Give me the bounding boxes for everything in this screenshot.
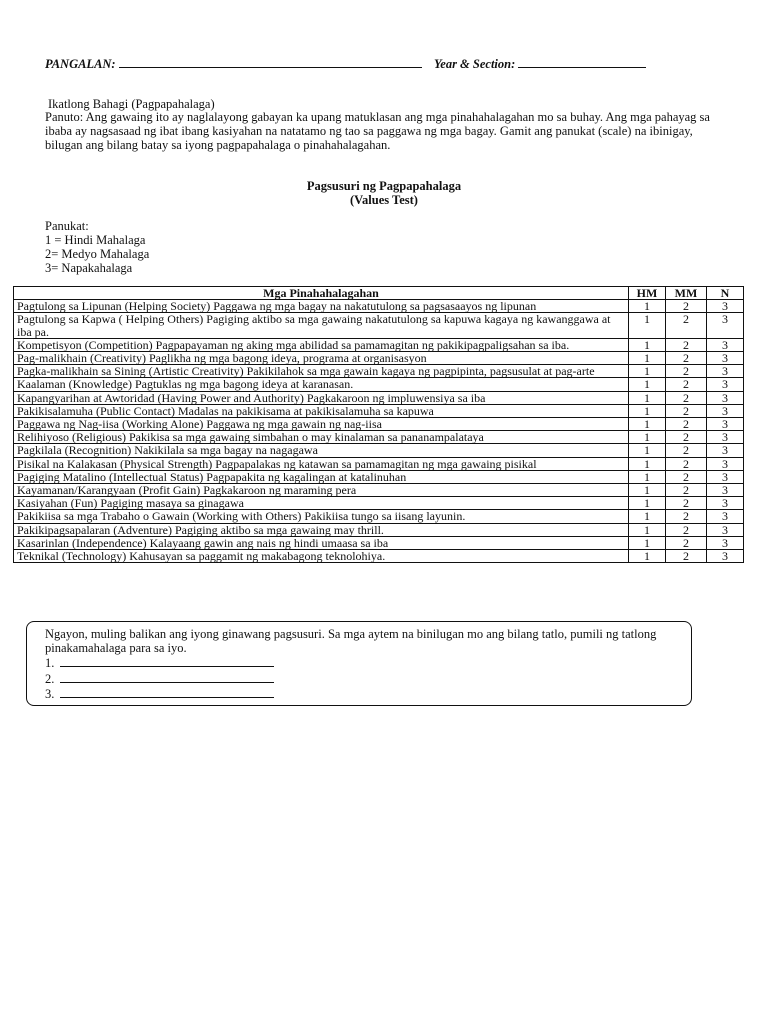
rating-option[interactable]: 2 xyxy=(666,313,707,338)
scale-item: 3= Napakahalaga xyxy=(45,261,133,275)
value-description: Pagka-malikhain sa Sining (Artistic Creativity) Pakikilahok sa mga gawain kagaya ng pagpipinta, pagsusulat at pag-arte xyxy=(14,365,629,378)
rating-option[interactable]: 2 xyxy=(666,497,707,510)
table-row xyxy=(14,313,744,338)
rating-option[interactable]: 1 xyxy=(629,457,666,470)
rating-option[interactable]: 3 xyxy=(707,536,744,549)
answer-blank[interactable] xyxy=(60,671,274,683)
rating-option[interactable]: 1 xyxy=(629,378,666,391)
table-row xyxy=(14,484,744,497)
rating-option[interactable]: 3 xyxy=(707,404,744,417)
answer-line[interactable] xyxy=(45,655,681,671)
value-description: Teknikal (Technology) Kahusayan sa paggamit ng makabagong teknolohiya. xyxy=(14,550,629,563)
table-row xyxy=(14,352,744,365)
part-title: Ikatlong Bahagi (Pagpapahalaga) xyxy=(48,97,215,111)
answer-line[interactable] xyxy=(45,671,681,687)
rating-option[interactable]: 1 xyxy=(629,365,666,378)
rating-option[interactable]: 2 xyxy=(666,391,707,404)
rating-option[interactable]: 3 xyxy=(707,431,744,444)
table-row xyxy=(14,444,744,457)
rating-option[interactable]: 1 xyxy=(629,523,666,536)
table-row xyxy=(14,510,744,523)
answer-line[interactable] xyxy=(45,686,681,702)
value-description: Relihiyoso (Religious) Pakikisa sa mga gawaing simbahan o may kinalaman sa pananampalataya xyxy=(14,431,629,444)
table-row xyxy=(14,523,744,536)
value-description: Kaalaman (Knowledge) Pagtuklas ng mga bagong ideya at karanasan. xyxy=(14,378,629,391)
rating-option[interactable]: 2 xyxy=(666,418,707,431)
rating-option[interactable]: 2 xyxy=(666,352,707,365)
table-row xyxy=(14,365,744,378)
rating-option[interactable]: 3 xyxy=(707,510,744,523)
rating-option[interactable]: 2 xyxy=(666,510,707,523)
rating-option[interactable]: 3 xyxy=(707,484,744,497)
rating-option[interactable]: 1 xyxy=(629,444,666,457)
value-description: Kapangyarihan at Awtoridad (Having Power and Authority) Pagkakaroon ng impluwensiya sa iba xyxy=(14,391,629,404)
header-line xyxy=(45,55,646,72)
rating-option[interactable]: 1 xyxy=(629,510,666,523)
rating-option[interactable]: 1 xyxy=(629,391,666,404)
test-subtitle: (Values Test) xyxy=(350,193,418,207)
rating-option[interactable]: 1 xyxy=(629,404,666,417)
table-row xyxy=(14,391,744,404)
rating-option[interactable]: 3 xyxy=(707,300,744,313)
rating-option[interactable]: 1 xyxy=(629,352,666,365)
column-header: Mga Pinahahalagahan xyxy=(14,287,629,300)
rating-option[interactable]: 2 xyxy=(666,300,707,313)
rating-option[interactable]: 1 xyxy=(629,313,666,338)
name-label: PANGALAN: xyxy=(45,57,116,71)
rating-option[interactable]: 3 xyxy=(707,352,744,365)
value-description: Pakikipagsapalaran (Adventure) Pagiging aktibo sa mga gawaing may thrill. xyxy=(14,523,629,536)
answer-number: 1. xyxy=(45,656,55,670)
reflection-box xyxy=(26,621,692,706)
instructions: Panuto: Ang gawaing ito ay naglalayong gabayan ka upang matuklasan ang mga pinahahalagahan mo sa buhay. Ang mga pahayag sa ibaba ay nagsasaad ng ibat ibang kasiyahan na natatamo ng tao sa paggawa ng mga bagay. Gamit ang panukat (scale) na ibinigay, bilugan ang bilang batay sa iyong pagpapahalaga o pinahahalagahan. xyxy=(45,110,710,152)
rating-option[interactable]: 1 xyxy=(629,431,666,444)
rating-option[interactable]: 1 xyxy=(629,338,666,351)
rating-option[interactable]: 2 xyxy=(666,457,707,470)
rating-option[interactable]: 2 xyxy=(666,404,707,417)
section-label: Year & Section: xyxy=(434,57,516,71)
rating-option[interactable]: 2 xyxy=(666,431,707,444)
table-row xyxy=(14,300,744,313)
scale-item: 1 = Hindi Mahalaga xyxy=(45,233,146,247)
value-description: Pagtulong sa Lipunan (Helping Society) Paggawa ng mga bagay na nakatutulong sa pagsasaayos ng lipunan xyxy=(14,300,629,313)
value-description: Pakikisalamuha (Public Contact) Madalas na pakikisama at pakikisalamuha sa kapuwa xyxy=(14,404,629,417)
table-row xyxy=(14,457,744,470)
rating-option[interactable]: 2 xyxy=(666,550,707,563)
rating-option[interactable]: 2 xyxy=(666,470,707,483)
value-description: Kasiyahan (Fun) Pagiging masaya sa ginagawa xyxy=(14,497,629,510)
value-description: Kompetisyon (Competition) Pagpapayaman ng aking mga abilidad sa pamamagitan ng pakikipagpaligsahan sa iba. xyxy=(14,338,629,351)
value-description: Paggawa ng Nag-iisa (Working Alone) Paggawa ng mga gawain ng nag-iisa xyxy=(14,418,629,431)
rating-option[interactable]: 2 xyxy=(666,444,707,457)
value-description: Pagtulong sa Kapwa ( Helping Others) Pagiging aktibo sa mga gawaing nakatutulong sa kapuwa kagaya ng kawanggawa at iba pa. xyxy=(14,313,629,338)
rating-option[interactable]: 3 xyxy=(707,313,744,338)
value-description: Pagkilala (Recognition) Nakikilala sa mga bagay na nagagawa xyxy=(14,444,629,457)
answer-blank[interactable] xyxy=(60,655,274,667)
rating-option[interactable]: 3 xyxy=(707,338,744,351)
rating-option[interactable]: 1 xyxy=(629,300,666,313)
table-row xyxy=(14,378,744,391)
values-table xyxy=(13,286,744,563)
rating-option[interactable]: 3 xyxy=(707,444,744,457)
name-field[interactable] xyxy=(119,55,422,68)
table-header-row xyxy=(14,287,744,300)
rating-option[interactable]: 3 xyxy=(707,418,744,431)
rating-option[interactable]: 3 xyxy=(707,391,744,404)
answer-number: 3. xyxy=(45,687,55,701)
rating-option[interactable]: 1 xyxy=(629,418,666,431)
value-description: Pakikiisa sa mga Trabaho o Gawain (Working with Others) Pakikiisa tungo sa iisang layunin. xyxy=(14,510,629,523)
scale-label: Panukat: xyxy=(45,219,89,233)
column-header: HM xyxy=(629,287,666,300)
rating-option[interactable]: 1 xyxy=(629,470,666,483)
column-header: N xyxy=(707,287,744,300)
table-row xyxy=(14,338,744,351)
scale-legend xyxy=(45,219,149,275)
section-field[interactable] xyxy=(518,55,646,68)
rating-option[interactable]: 1 xyxy=(629,484,666,497)
rating-option[interactable]: 2 xyxy=(666,523,707,536)
table-row xyxy=(14,536,744,549)
value-description: Kayamanan/Karangyaan (Profit Gain) Pagkakaroon ng maraming pera xyxy=(14,484,629,497)
value-description: Pisikal na Kalakasan (Physical Strength) Pagpapalakas ng katawan sa pamamagitan ng mga gawaing pisikal xyxy=(14,457,629,470)
column-header: MM xyxy=(666,287,707,300)
rating-option[interactable]: 3 xyxy=(707,378,744,391)
table-row xyxy=(14,497,744,510)
test-title: Pagsusuri ng Pagpapahalaga xyxy=(306,179,462,193)
value-description: Pag-malikhain (Creativity) Paglikha ng mga bagong ideya, programa at organisasyon xyxy=(14,352,629,365)
rating-option[interactable]: 1 xyxy=(629,497,666,510)
rating-option[interactable]: 3 xyxy=(707,457,744,470)
rating-option[interactable]: 2 xyxy=(666,365,707,378)
rating-option[interactable]: 3 xyxy=(707,470,744,483)
answer-number: 2. xyxy=(45,671,55,686)
rating-option[interactable]: 2 xyxy=(666,378,707,391)
rating-option[interactable]: 2 xyxy=(666,536,707,549)
rating-option[interactable]: 3 xyxy=(707,523,744,536)
answer-blank[interactable] xyxy=(60,686,274,698)
rating-option[interactable]: 3 xyxy=(707,365,744,378)
table-row xyxy=(14,404,744,417)
table-row xyxy=(14,431,744,444)
rating-option[interactable]: 2 xyxy=(666,338,707,351)
value-description: Pagiging Matalino (Intellectual Status) Pagpapakita ng kagalingan at katalinuhan xyxy=(14,470,629,483)
rating-option[interactable]: 3 xyxy=(707,497,744,510)
rating-option[interactable]: 2 xyxy=(666,484,707,497)
rating-option[interactable]: 1 xyxy=(629,550,666,563)
scale-item: 2= Medyo Mahalaga xyxy=(45,247,150,261)
reflection-prompt: Ngayon, muling balikan ang iyong ginawang pagsusuri. Sa mga aytem na binilugan mo ang bilang tatlo, pumili ng tatlong pinakamahalaga para sa iyo. xyxy=(45,627,657,655)
table-row xyxy=(14,418,744,431)
rating-option[interactable]: 3 xyxy=(707,550,744,563)
table-row xyxy=(14,470,744,483)
rating-option[interactable]: 1 xyxy=(629,536,666,549)
table-row xyxy=(14,550,744,563)
value-description: Kasarinlan (Independence) Kalayaang gawin ang nais ng hindi umaasa sa iba xyxy=(14,536,629,549)
